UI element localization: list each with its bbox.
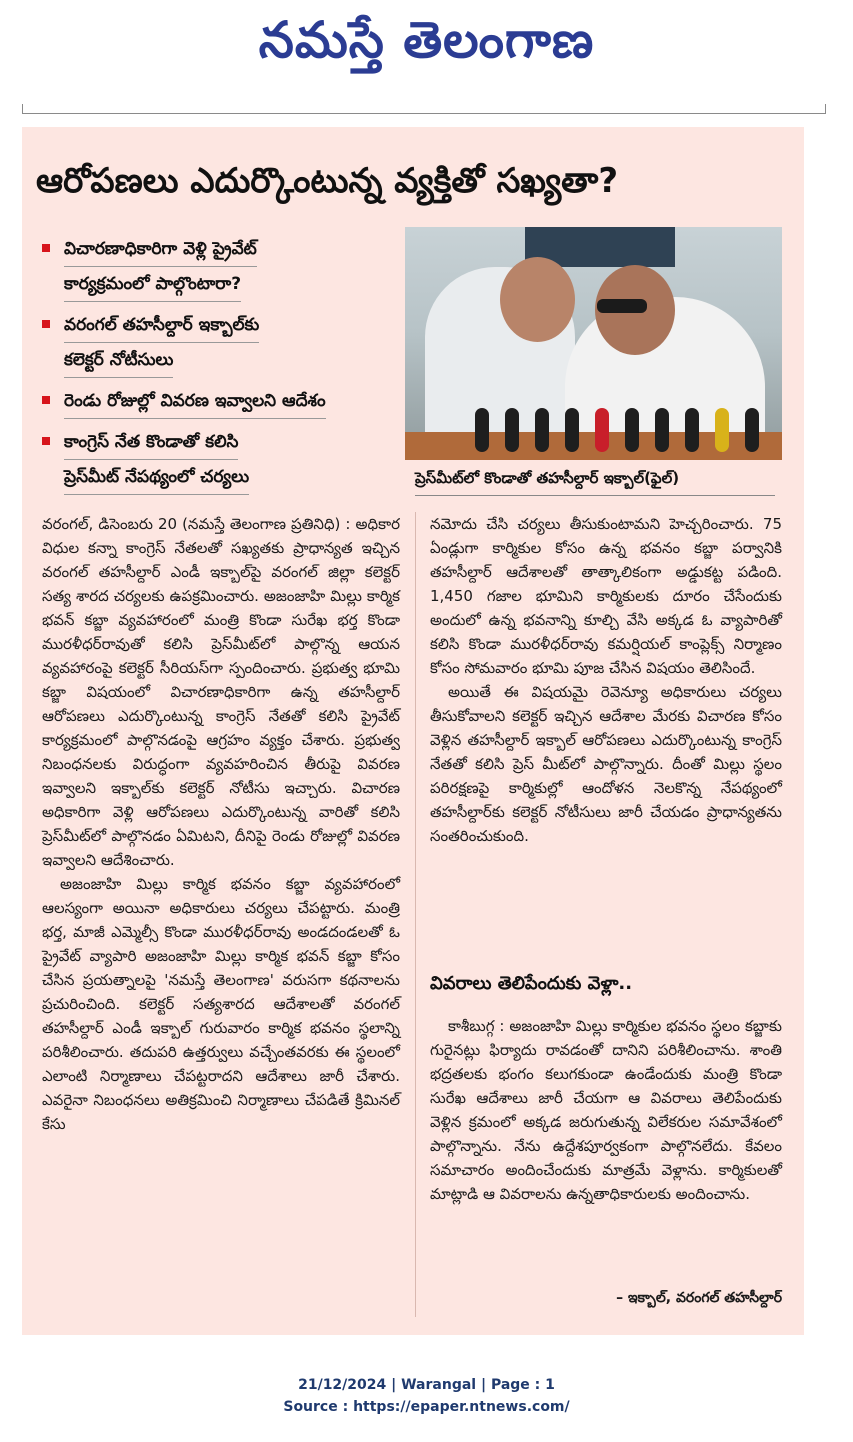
footer [0, 1374, 853, 1418]
source-link[interactable]: Source : https://epaper.ntnews.com/ [283, 1399, 570, 1415]
body-paragraph: నమోదు చేసి చర్యలు తీసుకుంటామని హెచ్చరించారు. 75 ఏండ్లుగా కార్మికుల కోసం ఉన్న భవనం కబ్జా పర్వానికి తహసీల్దార్ ఆదేశాలతో తాత్కాలికంగా అడ్డుకట్ట పడింది. 1,450 గజాల భూమిని కార్మికులకు దూరం చేసేందుకు అందులో ఉన్న భవనాన్ని కూల్చి వేసి అక్కడ ఓ వ్యాపారితో కలిసి కొండా మురళీధర్‌రావు కమర్షియల్ కాంప్లెక్స్ నిర్మాణం కోసం సోమవారం భూమి పూజ చేసిన విషయం తెలిసిందే. [430, 515, 782, 677]
body-paragraph: వరంగల్, డిసెంబరు 20 (నమస్తే తెలంగాణ ప్రతినిధి) : అధికార విధుల కన్నా కాంగ్రెస్ నేతలతో సఖ్యతకు ప్రాధాన్యత ఇచ్చిన వరంగల్ తహసీల్దార్ ఎండీ ఇక్బాల్‌పై వరంగల్ జిల్లా కలెక్టర్ సత్య శారద చర్యలకు ఉపక్రమించారు. అజంజాహి మిల్లు కార్మిక భవన్ కబ్జా వ్యవహారంలో మంత్రి కొండా సురేఖ భర్త కొండా మురళీధర్‌రావుతో కలిసి ప్రెస్‌మీట్‌లో పాల్గొన్న ఆయన వ్యవహారంపై కలెక్టర్ సీరియస్‌గా స్పందించారు. ప్రభుత్వ భూమి కబ్జా విషయంలో విచారణాధికారిగా ఉన్న తహసీల్దార్ ఆరోపణలు ఎదుర్కొంటున్న కాంగ్రెస్ నేతతో కలిసి ప్రైవేట్ కార్యక్రమంలో పాల్గొనడంపై ఆగ్రహం వ్యక్తం చేశారు. ప్రభుత్వ నిబంధనలకు విరుద్ధంగా వ్యవహరించిన తీరుపై వివరణ ఇవ్వాలని ఇక్బాల్‌కు కలెక్టర్ నోటీసు ఇచ్చారు. విచారణ అధికారిగా వెళ్లి ఆరోపణలు ఎదుర్కొంటున్న వారితో కలిసి ప్రెస్‌మీట్‌లో పాల్గొనడం ఏమిటని, దీనిపై రెండు రోజుల్లో వివరణ ఇవ్వాలని ఆదేశించారు. [42, 515, 401, 869]
bullet-line: కాంగ్రెస్ నేత కొండాతో కలిసి [64, 425, 238, 460]
column-divider [415, 512, 416, 1317]
bullet-line: రెండు రోజుల్లో వివరణ ఇవ్వాలని ఆదేశం [64, 384, 326, 419]
body-column-right [430, 512, 782, 848]
bullet-square-icon [42, 437, 50, 445]
dateline: 21/12/2024 | Warangal | Page : 1 [298, 1377, 555, 1393]
news-photo [405, 227, 782, 460]
article [22, 127, 804, 1335]
quote-column [430, 1014, 782, 1206]
bullet-item [42, 308, 407, 378]
body-column-left [42, 512, 400, 1136]
bullet-line: కలెక్టర్ నోటీసులు [64, 343, 173, 378]
subheading: వివరాలు తెలిపేందుకు వెళ్లా.. [430, 973, 633, 994]
signoff: – ఇక్బాల్, వరంగల్ తహసీల్దార్ [616, 1290, 782, 1306]
body-paragraph: కాశీబుగ్గ : అజంజాహి మిల్లు కార్మికుల భవనం స్థలం కబ్జాకు గురైనట్లు ఫిర్యాదు రావడంతో దానిని పరిశీలించాను. శాంతి భద్రతలకు భంగం కలుగకుండా ఉండేందుకు మంత్రి కొండా సురేఖ ఆదేశాలు జారీ చేయగా ఆ వివరాలు తెలిపేందుకు వెళ్లిన క్రమంలో అక్కడ జరుగుతున్న విలేకరుల సమావేశంలో పాల్గొన్నాను. నేను ఉద్దేశపూర్వకంగా పాల్గొనలేదు. కేవలం సమాచారం అందించేందుకు మాత్రమే వెళ్లాను. కార్మికులతో మాట్లాడి ఆ వివరాలను ఉన్నతాధికారులకు అందించాను. [430, 1017, 782, 1203]
bullet-list [42, 232, 407, 501]
bullet-line: కార్యక్రమంలో పాల్గొంటారా? [64, 267, 241, 302]
bullet-square-icon [42, 396, 50, 404]
bullet-item [42, 425, 407, 495]
microphones-icon [405, 397, 782, 460]
body-paragraph: అయితే ఈ విషయమై రెవెన్యూ అధికారులు చర్యలు తీసుకోవాలని కలెక్టర్ ఇచ్చిన ఆదేశాల మేరకు విచారణ కోసం వెళ్లిన తహసీల్దార్ ఇక్బాల్ ఆరోపణలు ఎదుర్కొంటున్న కాంగ్రెస్ నేతతో కలిసి ప్రెస్ మీట్‌లో పాల్గొన్నారు. దీంతో మిల్లు స్థలం పరిరక్షణపై కార్మికుల్లో ఆందోళన నెలకొన్న నేపథ్యంలో తహసీల్దార్‌కు కలెక్టర్ నోటీసులు జారీ చేయడం ప్రాధాన్యతను సంతరించుకుంది. [430, 683, 782, 845]
bullet-line: వరంగల్ తహసీల్దార్ ఇక్బాల్‌కు [64, 308, 259, 343]
masthead-title: నమస్తే తెలంగాణ [258, 11, 595, 69]
masthead-rule [22, 104, 826, 114]
bullet-line: ప్రెస్‌మీట్ నేపథ్యంలో చర్యలు [64, 460, 249, 495]
bullet-square-icon [42, 320, 50, 328]
headline: ఆరోపణలు ఎదుర్కొంటున్న వ్యక్తితో సఖ్యతా? [36, 161, 619, 201]
bullet-square-icon [42, 244, 50, 252]
masthead [0, 0, 853, 80]
bullet-item [42, 384, 407, 419]
bullet-line: విచారణాధికారిగా వెళ్లి ప్రైవేట్ [64, 232, 257, 267]
bullet-item [42, 232, 407, 302]
photo-caption: ప్రెస్‌మీట్‌లో కొండాతో తహసీల్దార్ ఇక్బాల్(ఫైల్) [415, 469, 775, 496]
body-paragraph: అజంజాహి మిల్లు కార్మిక భవనం కబ్జా వ్యవహారంలో ఆలస్యంగా అయినా అధికారులు చర్యలు చేపట్టారు. మంత్రి భర్త, మాజీ ఎమ్మెల్సీ కొండా మురళీధర్‌రావు అండదండలతో ఓ ప్రైవేట్ వ్యాపారి అజంజాహి మిల్లు కార్మిక భవన్ కబ్జా కోసం చేసిన ప్రయత్నాలపై 'నమస్తే తెలంగాణ' వరుసగా కథనాలను ప్రచురించింది. కలెక్టర్ సత్యశారద ఆదేశాలతో వరంగల్ తహసీల్దార్ ఎండీ ఇక్బాల్ గురువారం కార్మిక భవనం స్థలాన్ని పరిశీలించారు. తదుపరి ఉత్తర్వులు వచ్చేంతవరకు ఈ స్థలంలో ఎలాంటి నిర్మాణాలు చేపట్టరాదని ఆదేశాలు జారీ చేశారు. ఎవరైనా నిబంధనలు అతిక్రమించి నిర్మాణాలు చేపడితే క్రిమినల్ కేసు [42, 875, 400, 1133]
